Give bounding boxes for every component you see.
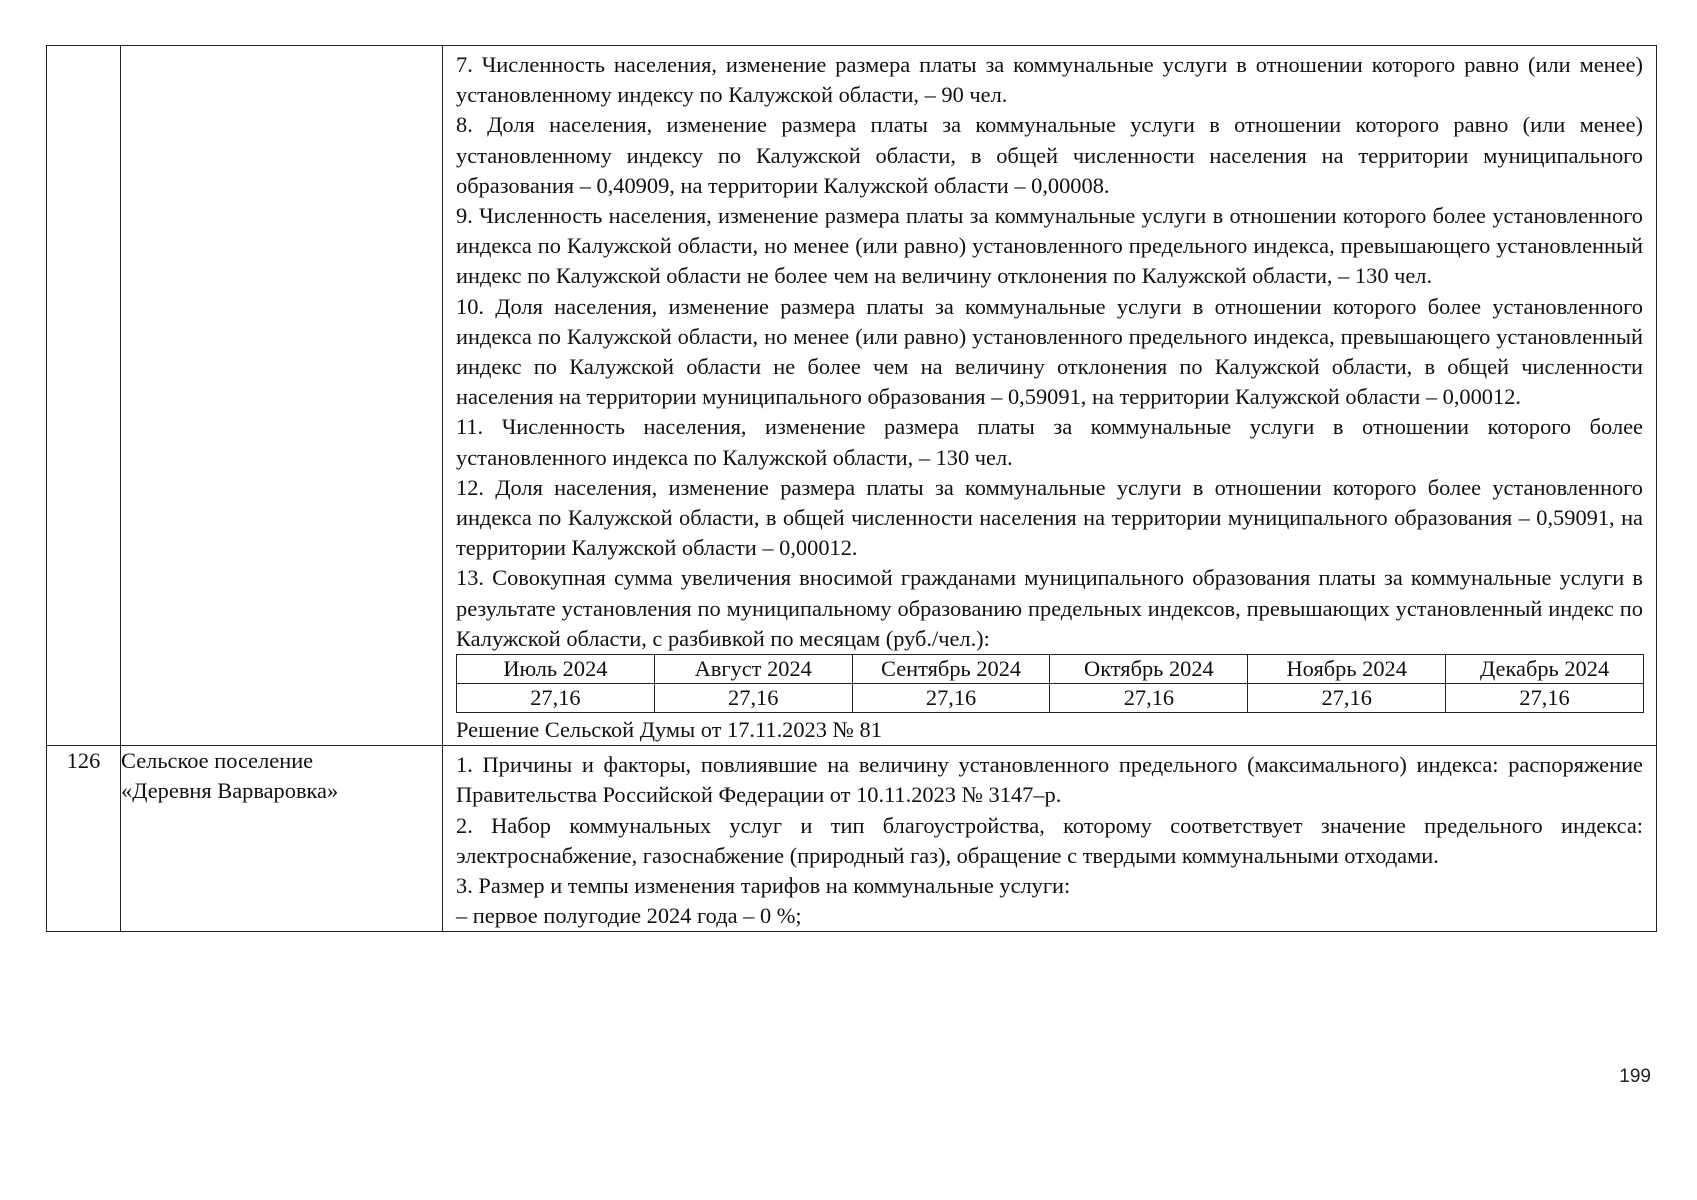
months-values-row xyxy=(457,684,1644,713)
paragraph-10: 10. Доля населения, изменение размера платы за коммунальные услуги в отношении которого более установленного индекса по Калужской области, но менее (или равно) установленного предельного индекса, превышающего установленный индекс по Калужской области не более чем на величину отклонения по Калужской области, в общей численности населения на территории муниципального образования – 0,59091, на территории Калужской области – 0,00012. xyxy=(456,293,1643,410)
paragraph-11: 11. Численность населения, изменение размера платы за коммунальные услуги в отношении которого более установленного индекса по Калужской области, – 130 чел. xyxy=(456,414,1643,470)
month-value: 27,16 xyxy=(457,684,655,713)
month-value: 27,16 xyxy=(654,684,852,713)
row-number-cell xyxy=(47,46,121,746)
month-header: Декабрь 2024 xyxy=(1446,655,1644,684)
page-number: 199 xyxy=(1619,1066,1651,1087)
paragraph-13: 13. Совокупная сумма увеличения вносимой гражданами муниципального образования платы за коммунальные услуги в результате установления по муниципальному образованию предельных индексов, превышающих установленный индекс по Калужской области, с разбивкой по месяцам (руб./чел.): xyxy=(456,565,1643,651)
decision-reference: Решение Сельской Думы от 17.11.2023 № 81 xyxy=(456,717,882,743)
description-cell xyxy=(443,746,1657,932)
month-header: Октябрь 2024 xyxy=(1050,655,1248,684)
month-value: 27,16 xyxy=(1446,684,1644,713)
month-header: Сентябрь 2024 xyxy=(852,655,1050,684)
paragraph-12: 12. Доля населения, изменение размера платы за коммунальные услуги в отношении которого более установленного индекса по Калужской области, в общей численности населения на территории муниципального образования – 0,59091, на территории Калужской области – 0,00012. xyxy=(456,474,1643,561)
municipalities-table xyxy=(46,45,1657,932)
month-header: Июль 2024 xyxy=(457,655,655,684)
month-header: Август 2024 xyxy=(654,655,852,684)
paragraph-1: 1. Причины и факторы, повлиявшие на величину установленного предельного (максимального) индекса: распоряжение Правительства Российской Федерации от 10.11.2023 № 3147–р. xyxy=(456,752,1643,808)
paragraph-8: 8. Доля населения, изменение размера платы за коммунальные услуги в отношении которого равно (или менее) установленному индексу по Калужской области, в общей численности населения на территории муниципального образования – 0,40909, на территории Калужской области – 0,00008. xyxy=(456,112,1643,198)
row-number-cell: 126 xyxy=(47,746,121,932)
monthly-amounts-table xyxy=(456,654,1644,713)
month-header: Ноябрь 2024 xyxy=(1248,655,1446,684)
month-value: 27,16 xyxy=(1050,684,1248,713)
description-text xyxy=(443,46,1656,745)
table-row-continuation xyxy=(47,46,1657,746)
month-value: 27,16 xyxy=(852,684,1050,713)
month-value: 27,16 xyxy=(1248,684,1446,713)
paragraph-2: 2. Набор коммунальных услуг и тип благоустройства, которому соответствует значение предельного индекса: электроснабжение, газоснабжение (природный газ), обращение с твердыми коммунальными отходами. xyxy=(456,812,1643,868)
months-header-row xyxy=(457,655,1644,684)
table-row-126 xyxy=(47,746,1657,932)
description-text xyxy=(443,746,1656,931)
municipality-name-cell xyxy=(121,46,443,746)
municipality-name-line2: «Деревня Варваровка» xyxy=(121,778,339,804)
municipality-name-line1: Сельское поселение xyxy=(121,748,314,774)
paragraph-7: 7. Численность населения, изменение размера платы за коммунальные услуги в отношении которого равно (или менее) установленному индексу по Калужской области, – 90 чел. xyxy=(456,52,1643,108)
description-cell xyxy=(443,46,1657,746)
paragraph-3-item: – первое полугодие 2024 года – 0 %; xyxy=(456,903,802,929)
paragraph-3: 3. Размер и темпы изменения тарифов на коммунальные услуги: xyxy=(456,873,1071,899)
paragraph-9: 9. Численность населения, изменение размера платы за коммунальные услуги в отношении которого более установленного индекса по Калужской области, но менее (или равно) установленного предельного индекса, превышающего установленный индекс по Калужской области не более чем на величину отклонения по Калужской области, – 130 чел. xyxy=(456,203,1643,289)
municipality-name-cell xyxy=(121,746,443,932)
